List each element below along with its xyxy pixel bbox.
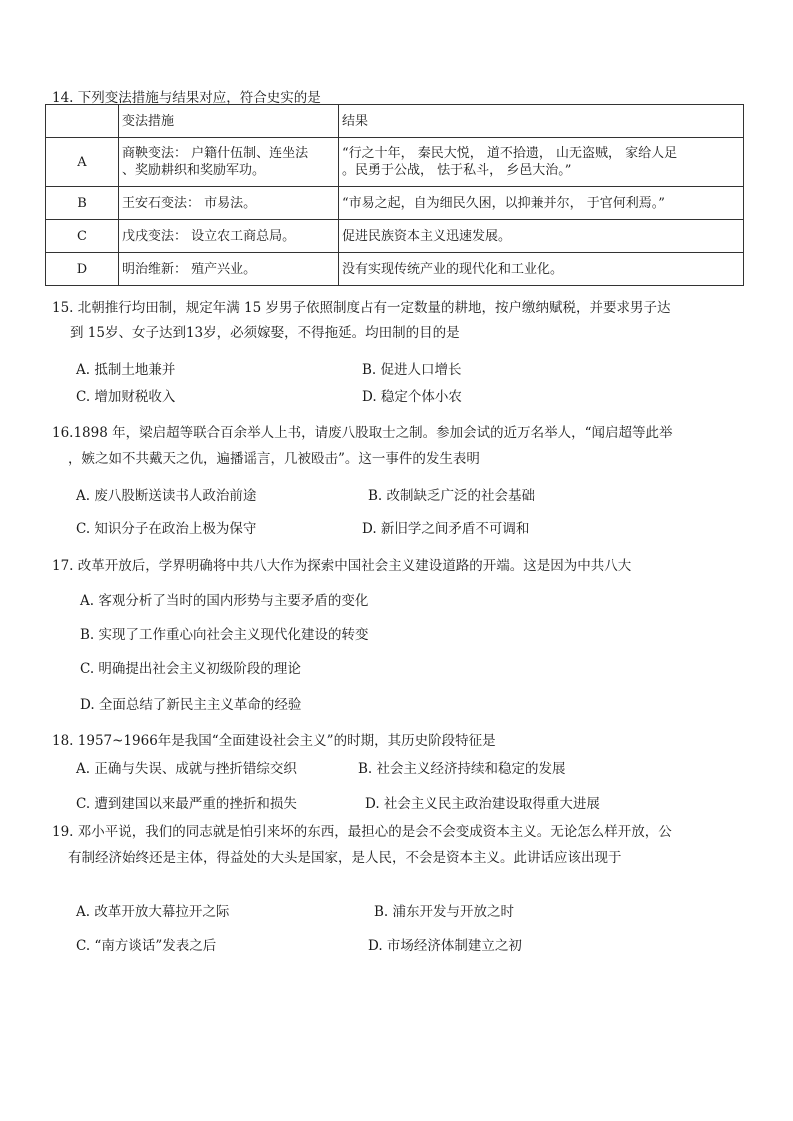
row-label: C — [46, 220, 119, 253]
table-row — [46, 138, 744, 187]
question-16-stem-line: 16.1898 年，梁启超等联合百余举人上书，请废八股取士之制。参加会试的近万名举人，“闻启超等此举 — [52, 425, 673, 441]
option-c[interactable]: C. 明确提出社会主义初级阶段的理论 — [80, 661, 301, 677]
table-header-cell — [46, 105, 119, 138]
measure-cell: 明治维新： 殖产兴业。 — [119, 253, 339, 286]
option-a[interactable]: A. 抵制土地兼并 — [76, 362, 176, 378]
option-c[interactable]: C. 增加财税收入 — [76, 389, 176, 405]
measure-cell: 王安石变法： 市易法。 — [119, 187, 339, 220]
measure-cell — [119, 138, 339, 187]
result-cell: “市易之起，自为细民久困，以抑兼并尔， 于官何利焉。” — [339, 187, 744, 220]
option-a[interactable]: A. 正确与失误、成就与挫折错综交织 — [76, 761, 297, 777]
option-a[interactable]: A. 客观分析了当时的国内形势与主要矛盾的变化 — [80, 593, 369, 609]
question-18-stem: 18. 1957~1966年是我国“全面建设社会主义”的时期，其历史阶段特征是 — [52, 733, 496, 749]
question-14-stem: 14. 下列变法措施与结果对应，符合史实的是 — [52, 90, 321, 106]
question-14-table — [45, 104, 744, 286]
option-d[interactable]: D. 全面总结了新民主主义革命的经验 — [80, 697, 302, 713]
question-17-stem: 17. 改革开放后，学界明确将中共八大作为探索中国社会主义建设道路的开端。这是因为中共八大 — [52, 558, 632, 574]
option-b[interactable]: B. 社会主义经济持续和稳定的发展 — [358, 761, 566, 777]
question-16-stem-line: ，嫉之如不共戴天之仇，遍播谣言，几被殴击”。这一事件的发生表明 — [68, 451, 480, 467]
table-row — [46, 187, 744, 220]
table-row — [46, 253, 744, 286]
table-header-cell: 结果 — [339, 105, 744, 138]
table-header-row — [46, 105, 744, 138]
result-cell: 促进民族资本主义迅速发展。 — [339, 220, 744, 253]
question-15-stem-line: 15. 北朝推行均田制，规定年满 15 岁男子依照制度占有一定数量的耕地，按户缴纳赋税，并要求男子达 — [52, 300, 671, 316]
question-19-stem-line: 19. 邓小平说，我们的同志就是怕引来坏的东西，最担心的是会不会变成资本主义。无论怎么样开放，公 — [52, 824, 672, 840]
table-row — [46, 220, 744, 253]
option-c[interactable]: C. 遭到建国以来最严重的挫折和损失 — [76, 796, 297, 812]
option-b[interactable]: B. 促进人口增长 — [362, 362, 462, 378]
option-a[interactable]: A. 改革开放大幕拉开之际 — [76, 904, 230, 920]
table-header-cell: 变法措施 — [119, 105, 339, 138]
option-b[interactable]: B. 改制缺乏广泛的社会基础 — [368, 488, 536, 504]
measure-cell: 戊戌变法： 设立农工商总局。 — [119, 220, 339, 253]
measure-line: 商鞅变法： 户籍什伍制、连坐法 — [122, 146, 309, 161]
row-label: D — [46, 253, 119, 286]
option-d[interactable]: D. 市场经济体制建立之初 — [368, 938, 522, 954]
row-label: B — [46, 187, 119, 220]
option-d[interactable]: D. 社会主义民主政治建设取得重大进展 — [365, 796, 600, 812]
option-c[interactable]: C. “南方谈话”发表之后 — [76, 938, 217, 954]
result-line: 。民勇于公战， 怯于私斗， 乡邑大治。” — [342, 163, 572, 178]
option-d[interactable]: D. 稳定个体小农 — [362, 389, 462, 405]
option-b[interactable]: B. 浦东开发与开放之时 — [374, 904, 515, 920]
option-a[interactable]: A. 废八股断送读书人政治前途 — [76, 488, 257, 504]
question-15-stem-line: 到 15岁、女子达到13岁，必须嫁娶，不得拖延。均田制的目的是 — [70, 325, 460, 341]
result-cell: 没有实现传统产业的现代化和工业化。 — [339, 253, 744, 286]
result-line: “行之十年， 秦民大悦， 道不拾遗， 山无盗贼， 家给人足 — [342, 146, 678, 161]
result-cell — [339, 138, 744, 187]
measure-line: 、奖励耕织和奖励军功。 — [122, 163, 266, 178]
option-b[interactable]: B. 实现了工作重心向社会主义现代化建设的转变 — [80, 627, 369, 643]
option-d[interactable]: D. 新旧学之间矛盾不可调和 — [362, 521, 530, 537]
option-c[interactable]: C. 知识分子在政治上极为保守 — [76, 521, 257, 537]
row-label: A — [46, 138, 119, 187]
question-19-stem-line: 有制经济始终还是主体，得益处的大头是国家，是人民，不会是资本主义。此讲话应该出现于 — [68, 850, 622, 866]
